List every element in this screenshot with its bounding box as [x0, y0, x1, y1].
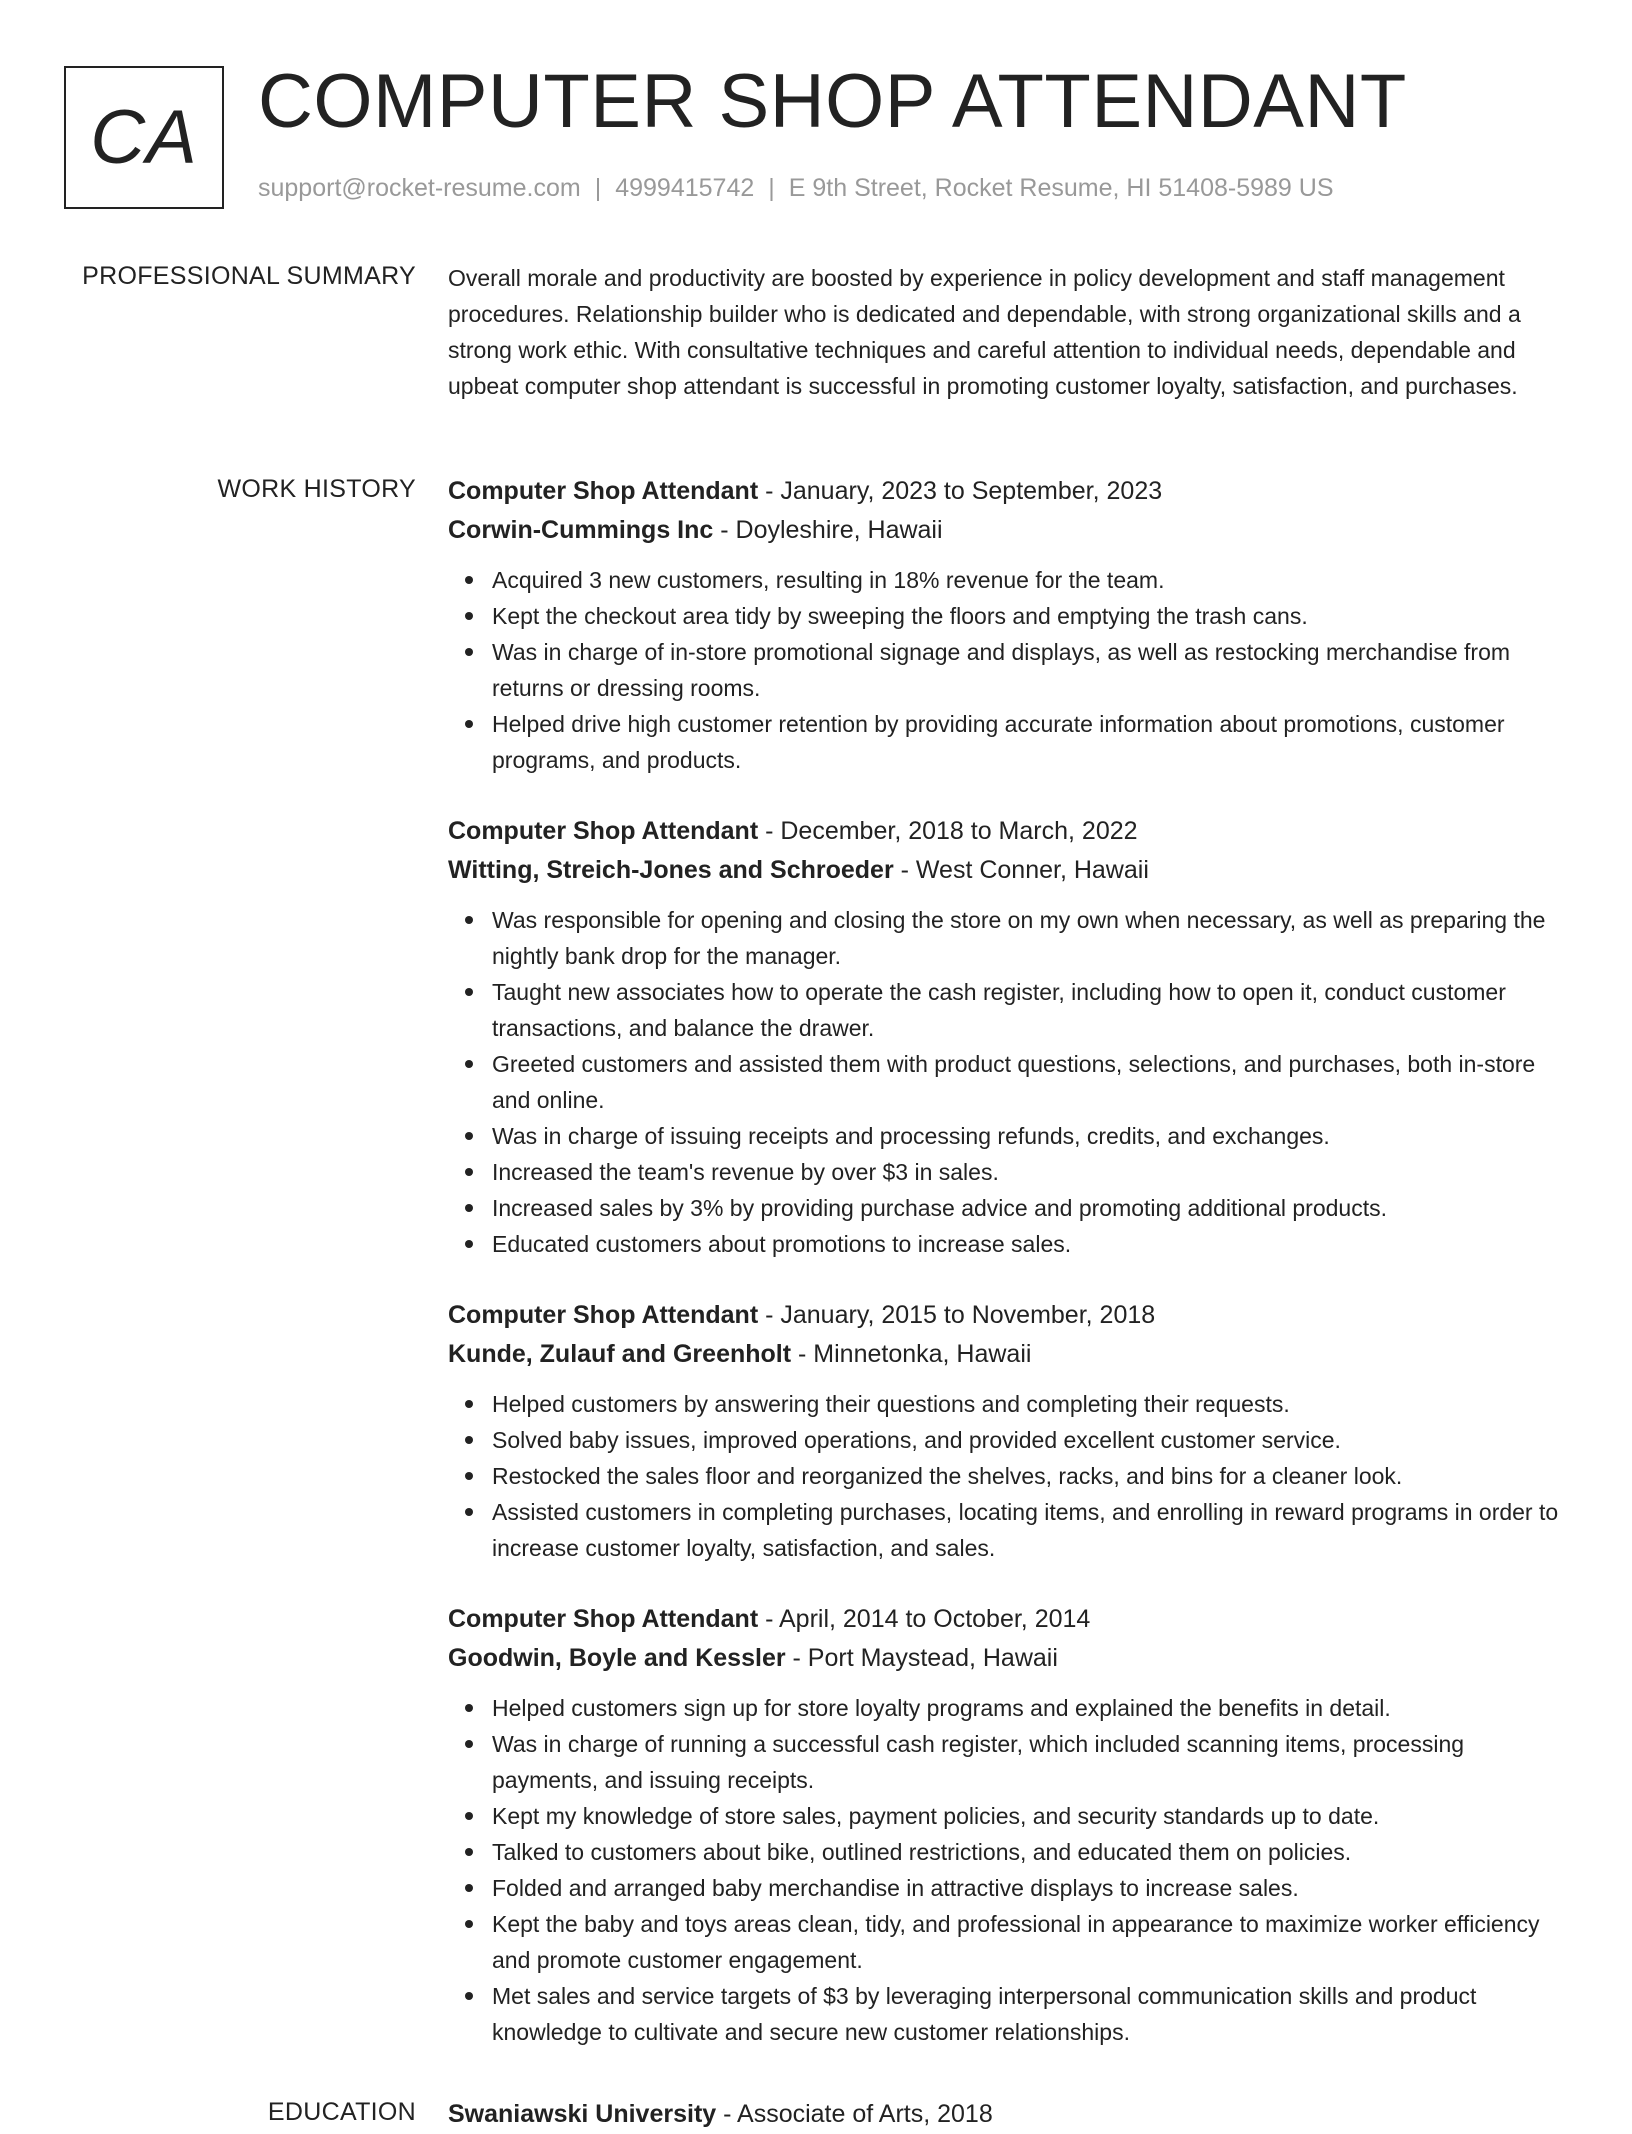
resume-title: COMPUTER SHOP ATTENDANT	[258, 59, 1407, 144]
job-title-line	[448, 1600, 1572, 1639]
job-dates: - April, 2014 to October, 2014	[758, 1605, 1091, 1633]
job-bullet: Kept the checkout area tidy by sweeping the floors and emptying the trash cans.	[492, 598, 1572, 634]
job-title: Computer Shop Attendant	[448, 1301, 759, 1329]
job-company-line	[448, 1639, 1572, 1678]
job-bullet: Was responsible for opening and closing the store on my own when necessary, as well as preparing the nightly bank drop for the manager.	[492, 902, 1572, 974]
job-bullet: Kept the baby and toys areas clean, tidy, and professional in appearance to maximize worker efficiency and promote customer engagement.	[492, 1906, 1572, 1978]
job-bullet-list	[448, 902, 1572, 1262]
job-title-line	[448, 472, 1572, 511]
job-company: Witting, Streich-Jones and Schroeder	[448, 856, 894, 884]
initials-monogram: CA	[64, 66, 224, 209]
job-entry	[448, 1296, 1572, 1566]
contact-address: E 9th Street, Rocket Resume, HI 51408-5989 US	[788, 174, 1334, 202]
job-bullet: Increased sales by 3% by providing purchase advice and promoting additional products.	[492, 1190, 1572, 1226]
job-company-line	[448, 1335, 1572, 1374]
job-bullet: Taught new associates how to operate the cash register, including how to open it, conduct customer transactions, and balance the drawer.	[492, 974, 1572, 1046]
job-bullet: Greeted customers and assisted them with product questions, selections, and purchases, both in-store and online.	[492, 1046, 1572, 1118]
job-company-line	[448, 511, 1572, 550]
section-label-education: EDUCATION	[267, 2098, 416, 2126]
education-school: Swaniawski University	[448, 2100, 717, 2128]
job-bullet: Helped customers sign up for store loyalty programs and explained the benefits in detail.	[492, 1690, 1572, 1726]
job-location: - Port Maystead, Hawaii	[785, 1644, 1058, 1672]
section-label-work-history: WORK HISTORY	[217, 475, 416, 503]
job-bullet: Solved baby issues, improved operations, and provided excellent customer service.	[492, 1422, 1572, 1458]
job-bullet: Assisted customers in completing purchases, locating items, and enrolling in reward programs in order to increase customer loyalty, satisfaction, and sales.	[492, 1494, 1572, 1566]
job-bullet: Kept my knowledge of store sales, payment policies, and security standards up to date.	[492, 1798, 1572, 1834]
contact-line	[258, 174, 1334, 203]
job-company: Goodwin, Boyle and Kessler	[448, 1644, 786, 1672]
job-bullet: Helped drive high customer retention by providing accurate information about promotions, customer programs, and products.	[492, 706, 1572, 778]
job-dates: - January, 2015 to November, 2018	[758, 1301, 1156, 1329]
job-title-line	[448, 1296, 1572, 1335]
job-bullet: Was in charge of in-store promotional signage and displays, as well as restocking merchandise from returns or dressing rooms.	[492, 634, 1572, 706]
job-location: - West Conner, Hawaii	[893, 856, 1149, 884]
job-dates: - December, 2018 to March, 2022	[758, 817, 1138, 845]
job-bullet: Talked to customers about bike, outlined restrictions, and educated them on policies.	[492, 1834, 1572, 1870]
job-company: Kunde, Zulauf and Greenholt	[448, 1340, 792, 1368]
job-entry	[448, 472, 1572, 778]
job-bullet-list	[448, 1690, 1572, 2050]
job-bullet-list	[448, 562, 1572, 778]
job-location: - Minnetonka, Hawaii	[791, 1340, 1032, 1368]
job-company: Corwin-Cummings Inc	[448, 516, 714, 544]
work-history-list	[448, 472, 1572, 2084]
job-bullet: Was in charge of issuing receipts and processing refunds, credits, and exchanges.	[492, 1118, 1572, 1154]
job-bullet: Educated customers about promotions to increase sales.	[492, 1226, 1572, 1262]
job-bullet: Was in charge of running a successful cash register, which included scanning items, processing payments, and issuing receipts.	[492, 1726, 1572, 1798]
job-bullet: Increased the team's revenue by over $3 in sales.	[492, 1154, 1572, 1190]
summary-text: Overall morale and productivity are boosted by experience in policy development and staff management procedures. Relationship builder who is dedicated and dependable, with strong organizational skills and a strong work ethic. With consultative techniques and careful attention to individual needs, dependable and upbeat computer shop attendant is successful in promoting customer loyalty, satisfaction, and purchases.	[448, 265, 1521, 399]
job-title: Computer Shop Attendant	[448, 1605, 759, 1633]
job-dates: - January, 2023 to September, 2023	[758, 477, 1163, 505]
contact-email: support@rocket-resume.com	[258, 174, 581, 202]
contact-separator: |	[768, 174, 775, 202]
section-label-summary: PROFESSIONAL SUMMARY	[82, 262, 416, 290]
job-location: - Doyleshire, Hawaii	[713, 516, 943, 544]
job-bullet: Folded and arranged baby merchandise in attractive displays to increase sales.	[492, 1870, 1572, 1906]
job-bullet: Helped customers by answering their questions and completing their requests.	[492, 1386, 1572, 1422]
job-bullet-list	[448, 1386, 1572, 1566]
job-company-line	[448, 851, 1572, 890]
job-entry	[448, 1600, 1572, 2050]
job-title: Computer Shop Attendant	[448, 817, 759, 845]
contact-separator: |	[594, 174, 602, 202]
job-title: Computer Shop Attendant	[448, 477, 759, 505]
education-degree: - Associate of Arts, 2018	[716, 2100, 993, 2128]
job-bullet: Acquired 3 new customers, resulting in 18% revenue for the team.	[492, 562, 1572, 598]
job-title-line	[448, 812, 1572, 851]
job-bullet: Restocked the sales floor and reorganized the shelves, racks, and bins for a cleaner look.	[492, 1458, 1572, 1494]
job-entry	[448, 812, 1572, 1262]
education-entry	[448, 2095, 1572, 2134]
job-bullet: Met sales and service targets of $3 by leveraging interpersonal communication skills and product knowledge to cultivate and secure new customer relationships.	[492, 1978, 1572, 2050]
contact-phone: 4999415742	[615, 174, 755, 202]
